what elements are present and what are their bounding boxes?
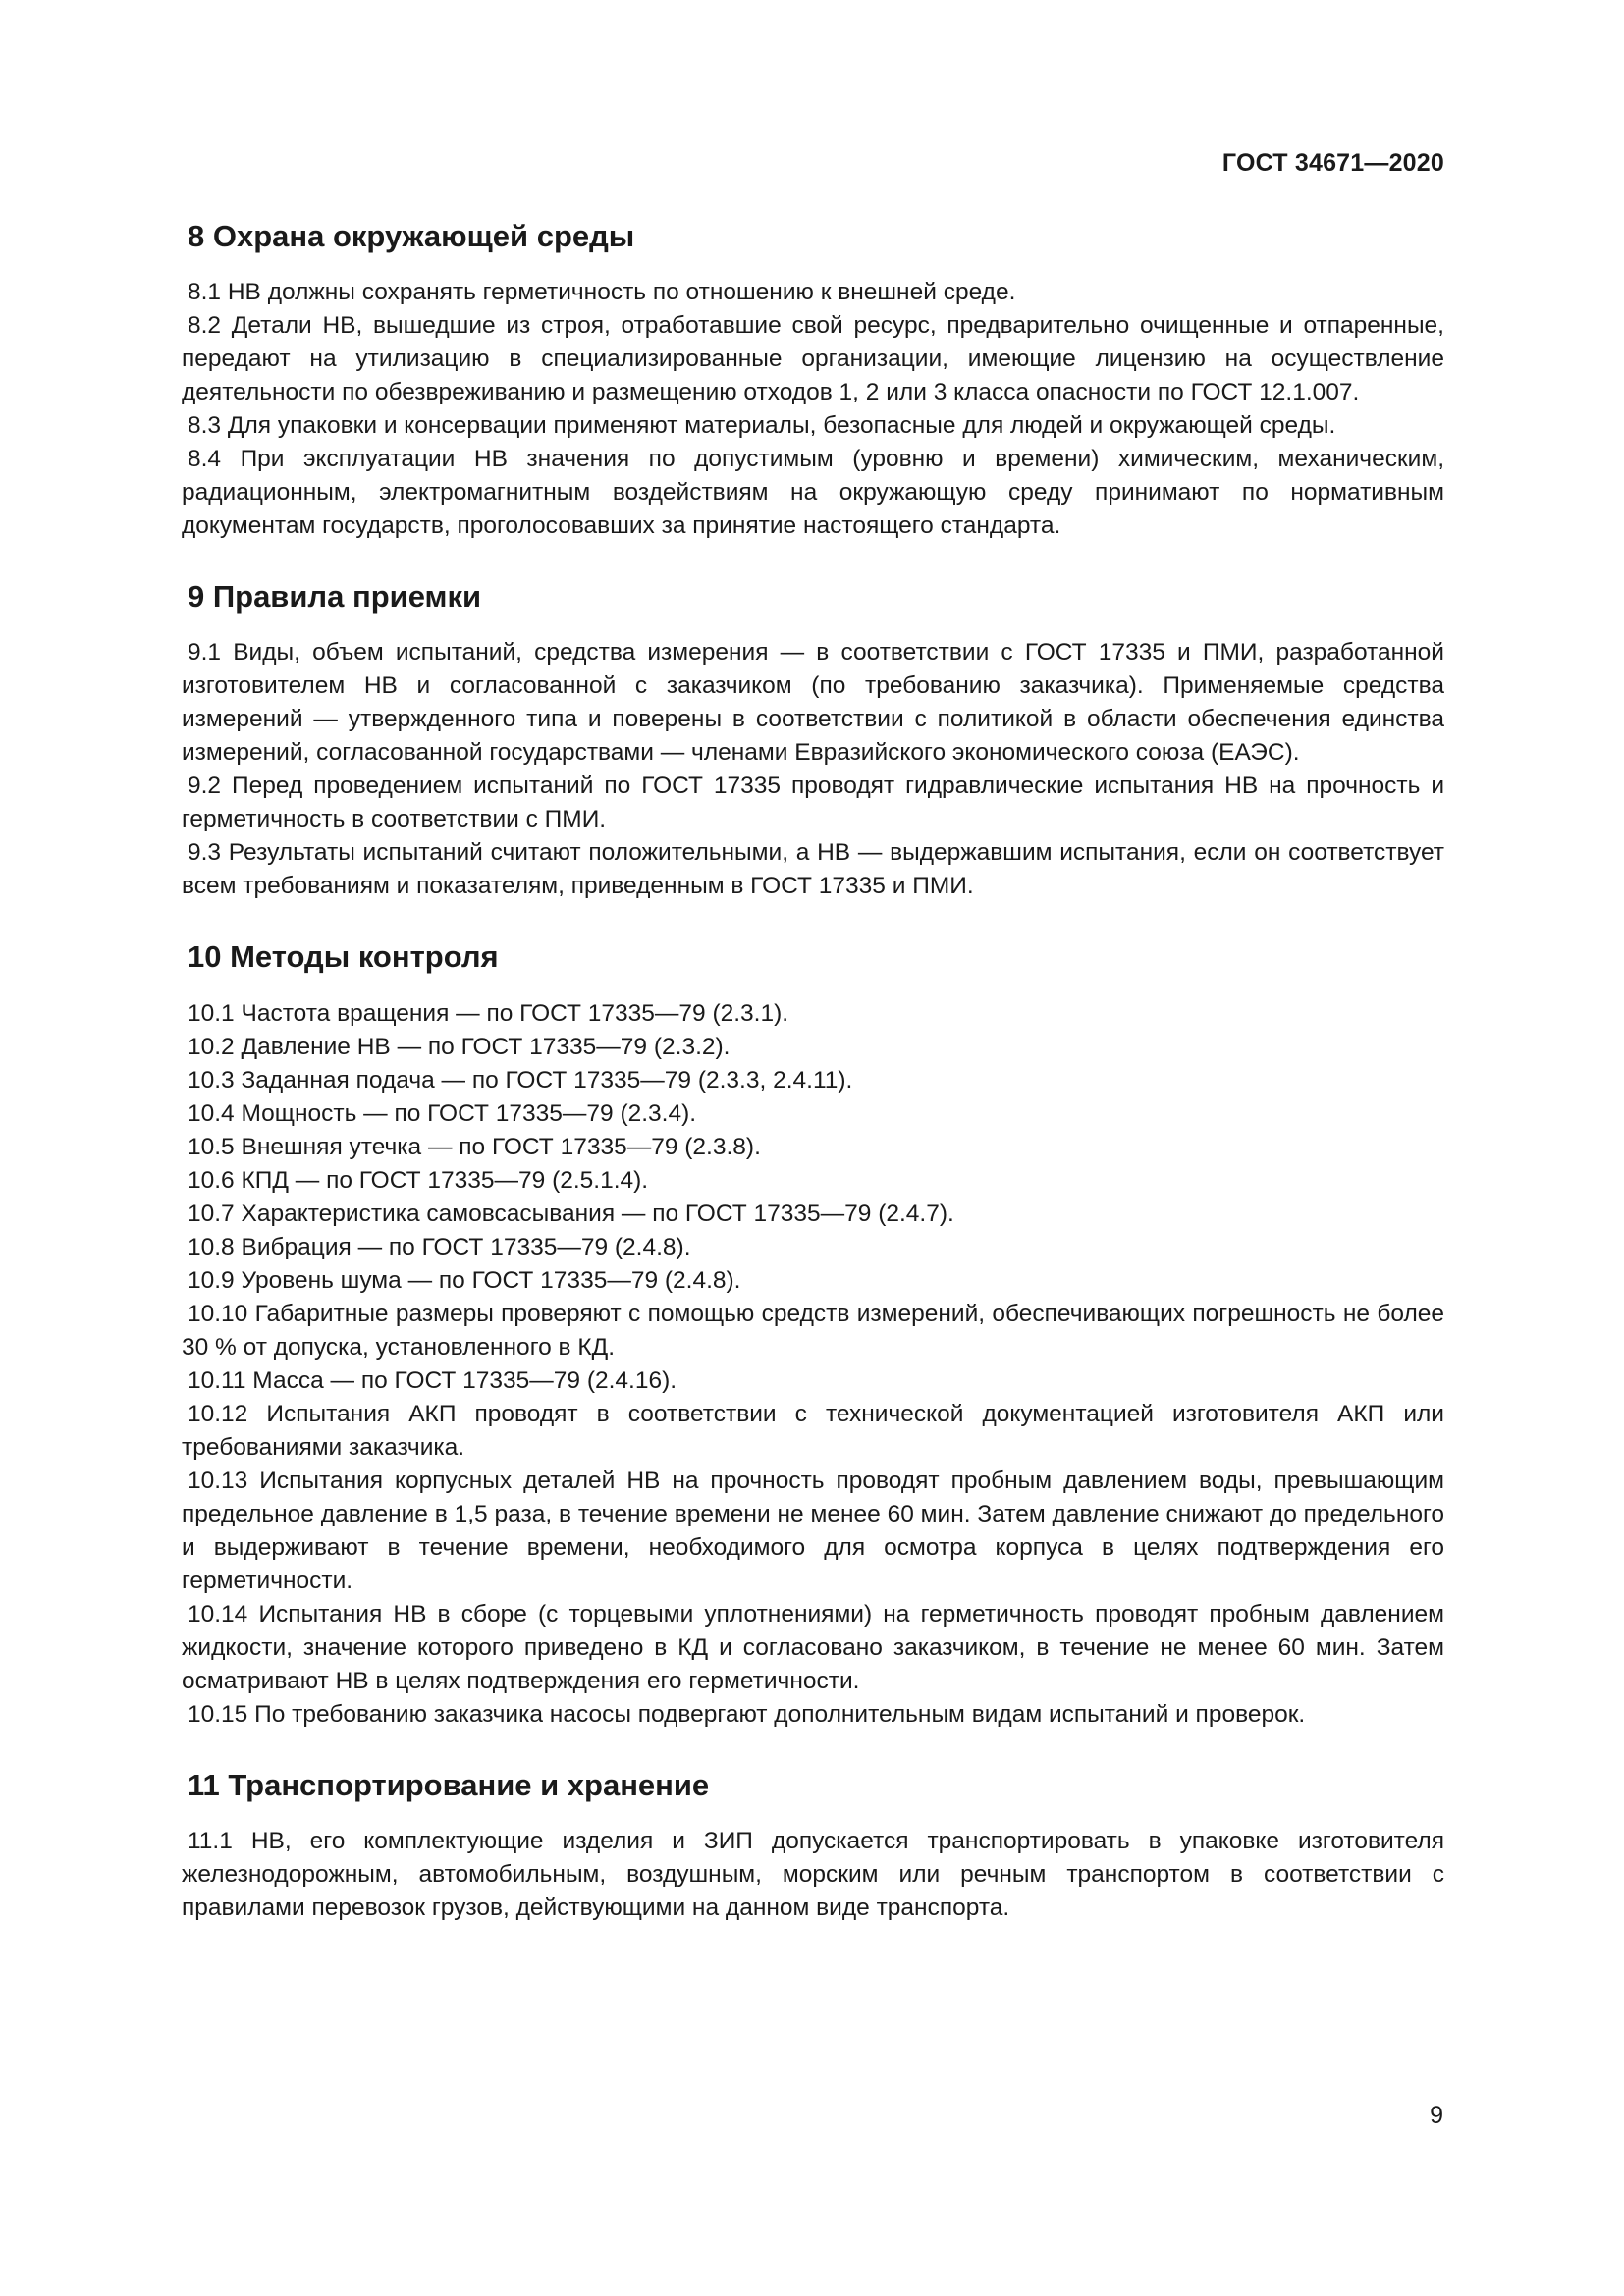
section-title: 9 Правила приемки bbox=[188, 579, 482, 614]
section bbox=[182, 218, 1444, 543]
paragraph: 10.4 Мощность — по ГОСТ 17335—79 (2.3.4). bbox=[188, 1099, 697, 1127]
paragraph: 11.1 НВ, его комплектующие изделия и ЗИП допускается транспортировать в упаковке изготовителя железнодорожным, автомобильным, воздушным, морским или речным транспортом в соответствии с правилами перевозок грузов, действующими на данном виде транспорта. bbox=[182, 1827, 1444, 1921]
paragraph: 10.10 Габаритные размеры проверяют с помощью средств измерений, обеспечивающих погрешность не более 30 % от допуска, установленного в КД. bbox=[182, 1300, 1444, 1361]
paragraph: 10.7 Характеристика самовсасывания — по ГОСТ 17335—79 (2.4.7). bbox=[188, 1200, 954, 1227]
section-title: 8 Охрана окружающей среды bbox=[188, 219, 635, 253]
paragraph: 10.14 Испытания НВ в сборе (с торцевыми уплотнениями) на герметичность проводят пробным давлением жидкости, значение которого приведено в КД и согласовано заказчиком, в течение не менее 60 мин. Затем осматривают НВ в целях подтверждения его герметичности. bbox=[182, 1600, 1444, 1694]
paragraph: 9.1 Виды, объем испытаний, средства измерения — в соответствии с ГОСТ 17335 и ПМИ, разработанной изготовителем НВ и согласованной с заказчиком (по требованию заказчика). Применяемые средства измерений — утвержденного типа и поверены в соответствии с политикой в области обеспечения единства измерений, согласованной государствами — членами Евразийского экономического союза (ЕАЭС). bbox=[182, 639, 1444, 767]
paragraph: 10.8 Вибрация — по ГОСТ 17335—79 (2.4.8). bbox=[188, 1233, 691, 1260]
paragraph: 10.1 Частота вращения — по ГОСТ 17335—79 (2.3.1). bbox=[188, 999, 789, 1027]
paragraph: 9.3 Результаты испытаний считают положительными, а НВ — выдержавшим испытания, если он соответствует всем требованиям и показателям, приведенным в ГОСТ 17335 и ПМИ. bbox=[182, 839, 1444, 900]
section bbox=[182, 578, 1444, 903]
document-header: ГОСТ 34671—2020 bbox=[1221, 149, 1444, 177]
section bbox=[182, 1767, 1444, 1925]
paragraph: 10.9 Уровень шума — по ГОСТ 17335—79 (2.4.8). bbox=[188, 1266, 741, 1294]
paragraph: 8.3 Для упаковки и консервации применяют материалы, безопасные для людей и окружающей среды. bbox=[188, 412, 1336, 440]
paragraph: 10.6 КПД — по ГОСТ 17335—79 (2.5.1.4). bbox=[188, 1166, 649, 1194]
section-title: 10 Методы контроля bbox=[188, 939, 499, 975]
paragraph: 10.13 Испытания корпусных деталей НВ на прочность проводят пробным давлением воды, превышающим предельное давление в 1,5 раза, в течение времени не менее 60 мин. Затем давление снижают до предельного и выдерживают в течение времени, необходимого для осмотра корпуса в целях подтверждения его герметичности. bbox=[182, 1467, 1444, 1594]
paragraph: 8.1 НВ должны сохранять герметичность по отношению к внешней среде. bbox=[188, 279, 1016, 306]
section-title: 11 Транспортирование и хранение bbox=[188, 1767, 710, 1802]
paragraph: 8.4 При эксплуатации НВ значения по допустимым (уровню и времени) химическим, механическим, радиационным, электромагнитным воздействиям на окружающую среду принимают по нормативным документам государств, проголосовавших за принятие настоящего стандарта. bbox=[182, 446, 1444, 540]
paragraph: 10.3 Заданная подача — по ГОСТ 17335—79 (2.3.3, 2.4.11). bbox=[188, 1066, 853, 1094]
paragraph: 8.2 Детали НВ, вышедшие из строя, отработавшие свой ресурс, предварительно очищенные и отпаренные, передают на утилизацию в специализированные организации, имеющие лицензию на осуществление деятельности по обезвреживанию и размещению отходов 1, 2 или 3 класса опасности по ГОСТ 12.1.007. bbox=[182, 312, 1444, 406]
section bbox=[182, 938, 1444, 1731]
paragraph: 9.2 Перед проведением испытаний по ГОСТ 17335 проводят гидравлические испытания НВ на прочность и герметичность в соответствии с ПМИ. bbox=[182, 773, 1444, 833]
paragraph: 10.15 По требованию заказчика насосы подвергают дополнительным видам испытаний и проверок. bbox=[188, 1700, 1306, 1728]
page-number: 9 bbox=[1430, 2102, 1443, 2129]
paragraph: 10.12 Испытания АКП проводят в соответствии с технической документацией изготовителя АКП или требованиями заказчика. bbox=[182, 1400, 1444, 1461]
paragraph: 10.2 Давление НВ — по ГОСТ 17335—79 (2.3.2). bbox=[188, 1033, 731, 1060]
paragraph: 10.11 Масса — по ГОСТ 17335—79 (2.4.16). bbox=[188, 1366, 677, 1394]
paragraph: 10.5 Внешняя утечка — по ГОСТ 17335—79 (2.3.8). bbox=[188, 1133, 761, 1160]
document-body bbox=[182, 218, 1444, 1925]
